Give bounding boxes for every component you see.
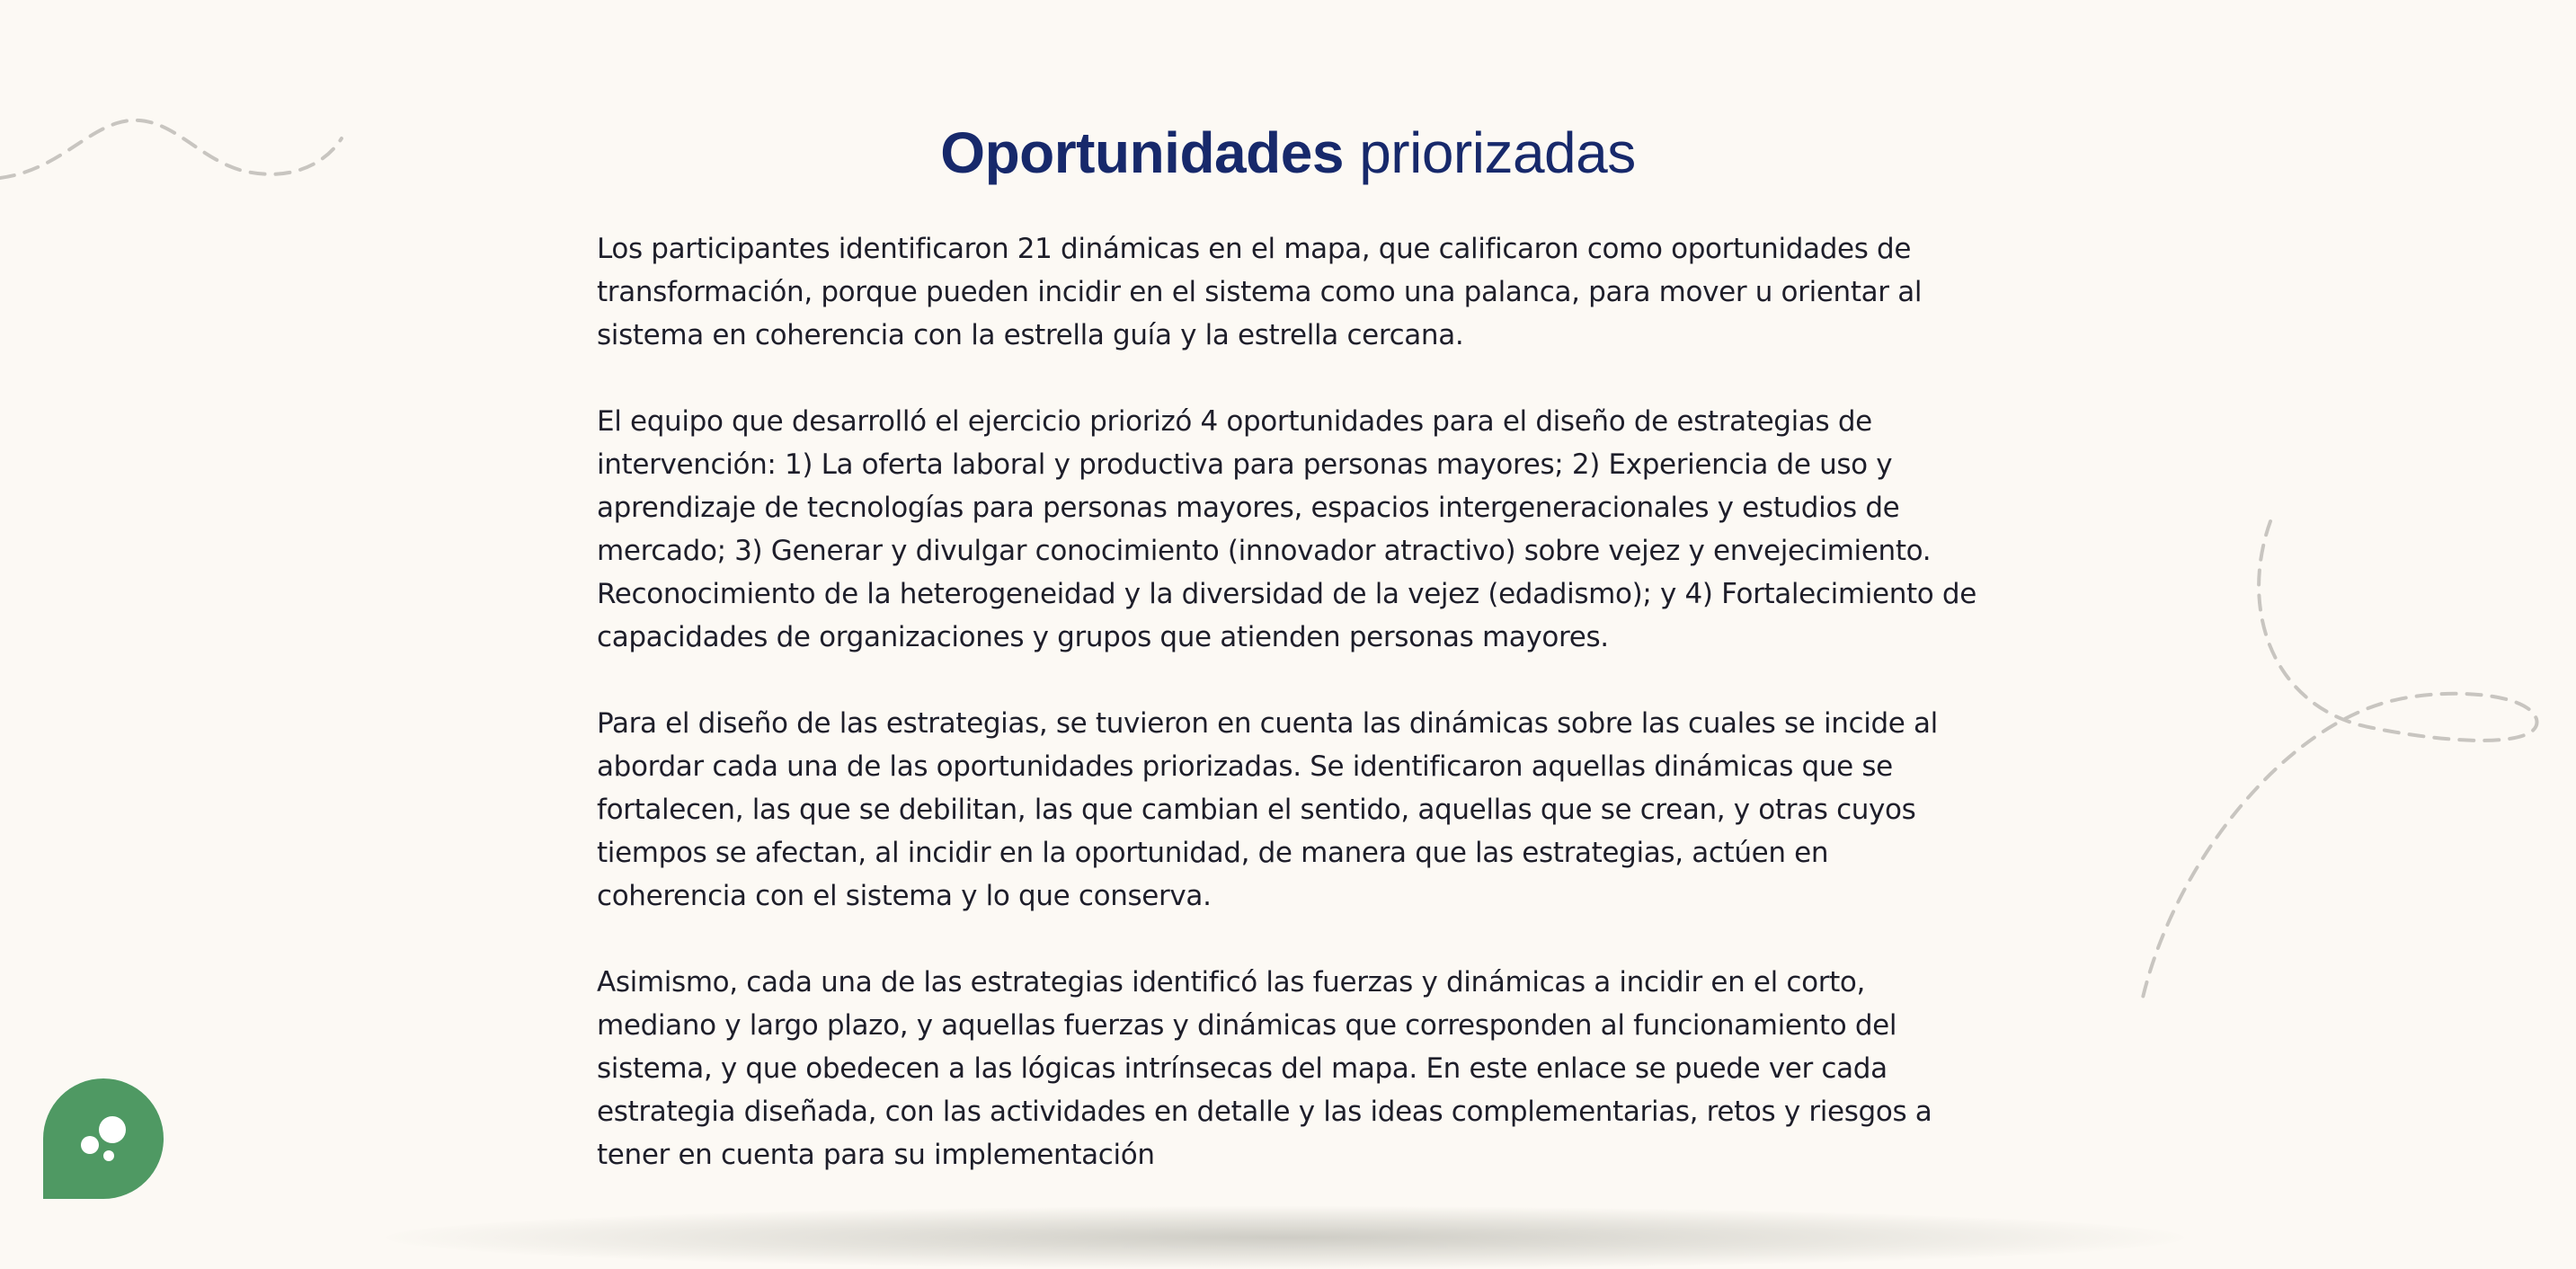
paragraph-strategy-forces: Asimismo, cada una de las estrategias identificó las fuerzas y dinámicas a incidir en el corto, mediano y largo plazo, y aquellas fuerzas y dinámicas que corresponden al funcionamiento del sistema, y que obedecen a las lógicas intrínsecas del mapa. En este enlace se puede ver cada estrategia diseñada, con las actividades en detalle y las ideas complementarias, retos y riesgos a tener en cuenta para su implementación bbox=[597, 966, 1932, 1171]
paragraph-strategy-design: Para el diseño de las estrategias, se tuvieron en cuenta las dinámicas sobre las cuales se incide al abordar cada una de las oportunidades priorizadas. Se identificaron aquellas dinámicas que se fortalecen, las que se debilitan, las que cambian el sentido, aquellas que se crean, y otras cuyos tiempos se afectan, al incidir en la oportunidad, de manera que las estrategias, actúen en coherencia con el sistema y lo que conserva. bbox=[597, 707, 1938, 912]
main-content bbox=[597, 227, 1981, 1220]
paragraph-intro: Los participantes identificaron 21 dinámicas en el mapa, que calificaron como oportunidades de transformación, porque pueden incidir en el sistema como una palanca, para mover u orientar al sistema en coherencia con la estrella guía y la estrella cercana. bbox=[597, 233, 1923, 351]
bottom-card-shadow bbox=[386, 1206, 2184, 1269]
dashed-loop-right bbox=[2143, 521, 2536, 998]
page-title bbox=[0, 113, 2576, 192]
paragraph-priorities: El equipo que desarrolló el ejercicio priorizó 4 oportunidades para el diseño de estrategias de intervención: 1) La oferta laboral y productiva para personas mayores; 2) Experiencia de uso y aprendizaje de tecnologías para personas mayores, espacios intergeneracionales y estudios de mercado; 3) Generar y divulgar conocimiento (innovador atractivo) sobre vejez y envejecimiento. Reconocimiento de la heterogeneidad y la diversidad de la vejez (edadismo); y 4) Fortalecimiento de capacidades de organizaciones y grupos que atienden personas mayores. bbox=[597, 405, 1976, 653]
chat-widget-button[interactable] bbox=[43, 1078, 164, 1199]
page-title-strong: Oportunidades bbox=[940, 120, 1344, 185]
page-title-rest: priorizadas bbox=[1359, 120, 1636, 185]
chat-bubbles-icon bbox=[43, 1078, 164, 1199]
